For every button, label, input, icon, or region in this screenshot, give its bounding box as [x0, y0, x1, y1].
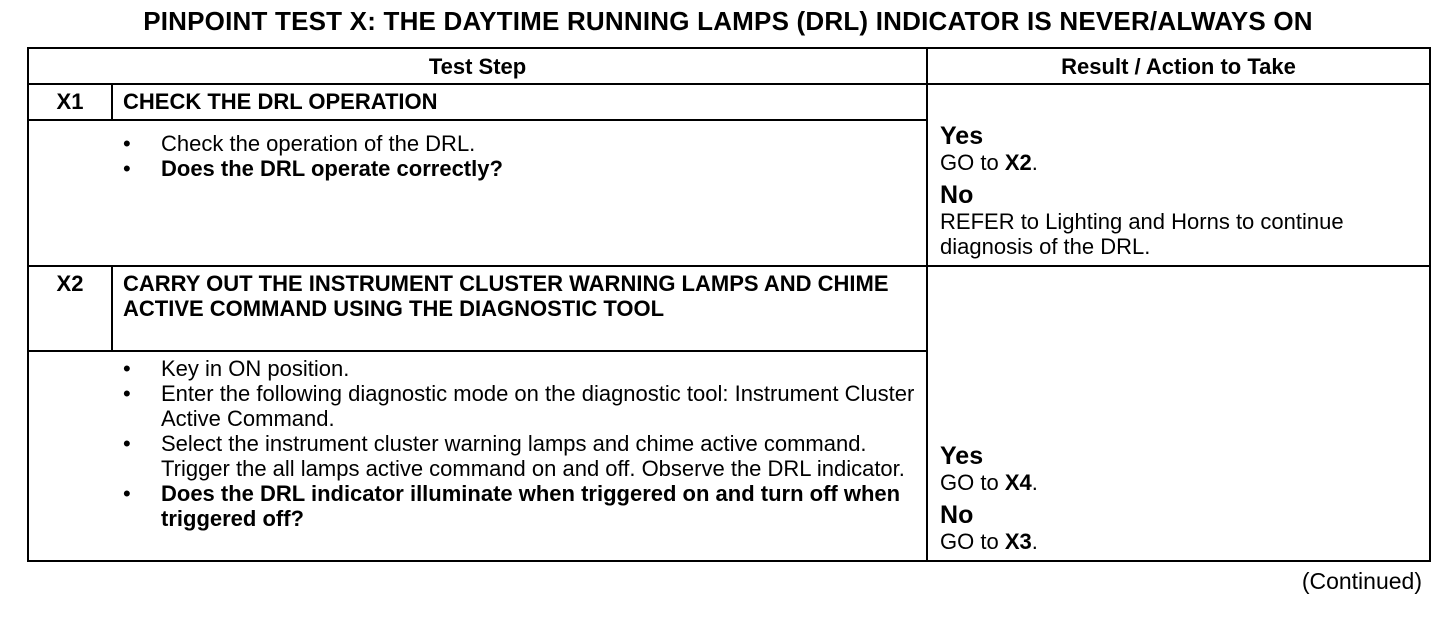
yes-label: Yes: [940, 122, 984, 150]
yes-target-link[interactable]: X2: [1004, 150, 1032, 175]
result-cell: [927, 84, 1430, 266]
yes-action: GO to X2.: [940, 150, 1038, 175]
pinpoint-test-table: [27, 47, 1431, 562]
step-title-row: [28, 266, 1430, 351]
no-label: No: [940, 501, 974, 529]
page-title: PINPOINT TEST X: THE DAYTIME RUNNING LAMPS (DRL) INDICATOR IS NEVER/ALWAYS ON: [143, 6, 1313, 36]
no-action: GO to X3.: [940, 529, 1038, 554]
list-item: • Select the instrument cluster warning lamps and chime active command. Trigger the all lamps active command on and off. Observe the DRL indicator.: [123, 431, 905, 481]
step-bullet-list: [29, 352, 926, 537]
list-item: • Does the DRL operate correctly?: [123, 156, 503, 181]
step-title-row: [28, 84, 1430, 120]
list-item: • Check the operation of the DRL.: [123, 131, 476, 156]
list-item: • Does the DRL indicator illuminate when triggered on and turn off when triggered off?: [123, 481, 901, 531]
continued-note: (Continued): [1301, 568, 1422, 594]
list-item: • Key in ON position.: [123, 356, 350, 381]
step-bullet-list: [29, 121, 926, 187]
step-title: CARRY OUT THE INSTRUMENT CLUSTER WARNING LAMPS AND CHIME ACTIVE COMMAND USING THE DIAGNOSTIC TOOL: [112, 266, 927, 351]
yes-action: GO to X4.: [940, 470, 1038, 495]
step-body: [28, 351, 927, 561]
header-test-step: Test Step: [28, 48, 927, 84]
no-label: No: [940, 181, 974, 209]
no-action: REFER to Lighting and Horns to continue diagnosis of the DRL.: [940, 209, 1344, 259]
table-header-row: [28, 48, 1430, 84]
step-title: CHECK THE DRL OPERATION: [112, 84, 927, 120]
yes-target-link[interactable]: X4: [1004, 470, 1032, 495]
step-body: [28, 120, 927, 266]
no-target-link[interactable]: X3: [1004, 529, 1032, 554]
step-id: X2: [28, 266, 112, 351]
yes-label: Yes: [940, 442, 984, 470]
header-result: Result / Action to Take: [927, 48, 1430, 84]
step-id: X1: [28, 84, 112, 120]
list-item: • Enter the following diagnostic mode on the diagnostic tool: Instrument Cluster Active Command.: [123, 381, 915, 431]
result-cell: [927, 266, 1430, 561]
